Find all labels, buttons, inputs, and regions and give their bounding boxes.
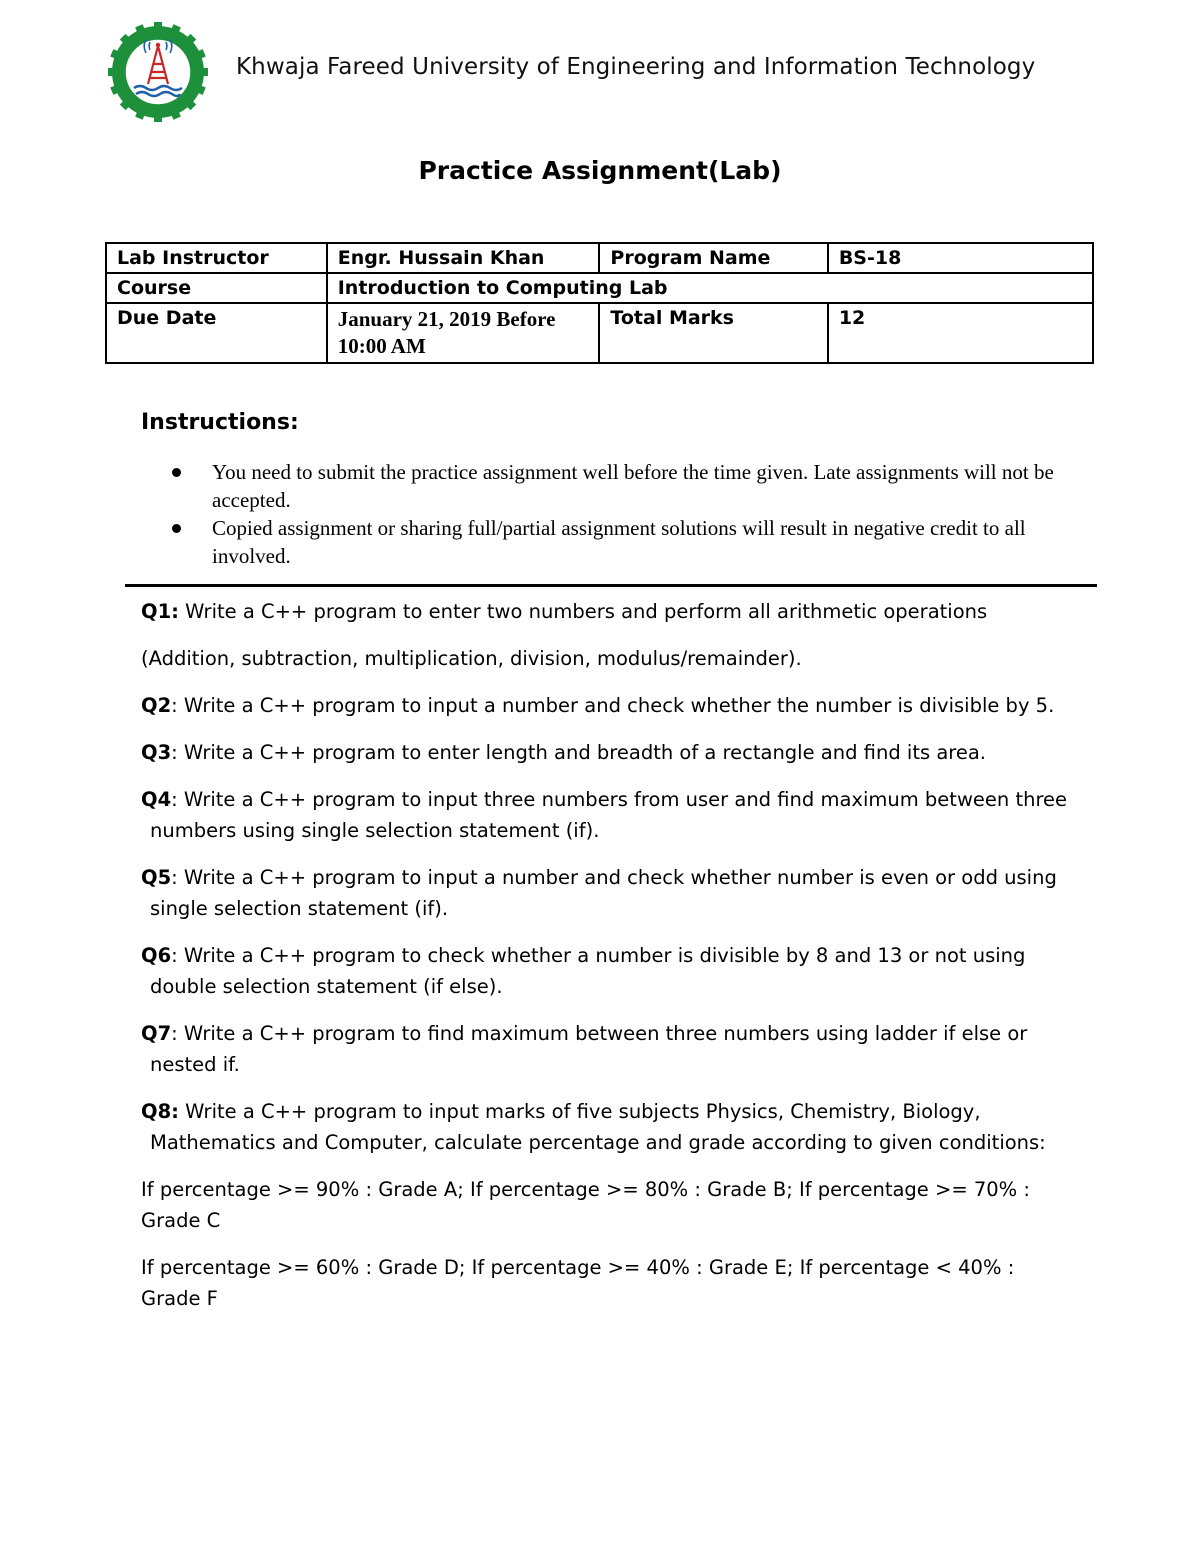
- question-label: Q3: [141, 741, 172, 764]
- question-5: [141, 862, 1071, 924]
- question-6: [141, 940, 1071, 1002]
- university-name: Khwaja Fareed University of Engineering and Information Technology: [236, 54, 1036, 80]
- grade-condition-line: If percentage >= 90% : Grade A; If percentage >= 80% : Grade B; If percentage >= 70% : Grade C: [141, 1178, 1030, 1232]
- course-value: Introduction to Computing Lab: [327, 273, 1093, 303]
- total-marks-value: 12: [828, 303, 1093, 363]
- question-8: [141, 1096, 1071, 1158]
- question-4: [141, 784, 1071, 846]
- table-row: [106, 243, 1093, 273]
- list-item: [172, 458, 1062, 514]
- question-1: [141, 596, 1071, 627]
- question-label: Q8:: [141, 1100, 179, 1123]
- table-row: [106, 273, 1093, 303]
- due-date-label: Due Date: [106, 303, 327, 363]
- question-text-continued: single selection statement (if).: [150, 897, 449, 920]
- question-label: Q2: [141, 694, 172, 717]
- question-text: : Write a C++ program to find maximum between three numbers using ladder if else or: [171, 1022, 1028, 1045]
- bullet-icon: [172, 468, 181, 477]
- question-text-continued: numbers using single selection statement (if).: [150, 819, 600, 842]
- program-name-label: Program Name: [599, 243, 827, 273]
- total-marks-label: Total Marks: [599, 303, 827, 363]
- program-name-value: BS-18: [828, 243, 1093, 273]
- question-text: : Write a C++ program to check whether a number is divisible by 8 and 13 or not using: [171, 944, 1026, 967]
- question-label: Q1:: [141, 600, 179, 623]
- question-text-continued: Mathematics and Computer, calculate percentage and grade according to given conditions:: [150, 1131, 1046, 1154]
- question-label: Q7: [141, 1022, 172, 1045]
- question-text: : Write a C++ program to input a number and check whether number is even or odd using: [171, 866, 1057, 889]
- university-seal-logo: [108, 22, 208, 122]
- lab-instructor-value: Engr. Hussain Khan: [327, 243, 600, 273]
- bullet-icon: [172, 524, 181, 533]
- horizontal-divider: [125, 584, 1097, 587]
- instruction-text: Copied assignment or sharing full/partial assignment solutions will result in negative credit to all involved.: [212, 516, 1026, 568]
- question-7: [141, 1018, 1071, 1080]
- instructions-list: [172, 458, 1062, 570]
- question-text: : Write a C++ program to enter length and breadth of a rectangle and find its area.: [171, 741, 987, 764]
- course-label: Course: [106, 273, 327, 303]
- lab-instructor-label: Lab Instructor: [106, 243, 327, 273]
- page-title: Practice Assignment(Lab): [418, 156, 782, 185]
- due-date-value: January 21, 2019 Before 10:00 AM: [327, 303, 600, 363]
- question-2: [141, 690, 1071, 721]
- list-item: [172, 514, 1062, 570]
- question-label: Q4: [141, 788, 172, 811]
- question-text: : Write a C++ program to input a number and check whether the number is divisible by 5.: [171, 694, 1055, 717]
- assignment-info-table: [105, 242, 1094, 364]
- grade-condition-line: If percentage >= 60% : Grade D; If percentage >= 40% : Grade E; If percentage < 40% : Grade F: [141, 1256, 1015, 1310]
- question-1-continuation: (Addition, subtraction, multiplication, division, modulus/remainder).: [141, 647, 802, 670]
- instruction-text: You need to submit the practice assignment well before the time given. Late assignments will not be accepted.: [212, 460, 1054, 512]
- question-text-continued: double selection statement (if else).: [150, 975, 503, 998]
- instructions-heading: Instructions:: [141, 410, 299, 435]
- question-text: Write a C++ program to input marks of five subjects Physics, Chemistry, Biology,: [178, 1100, 981, 1123]
- question-text-continued: nested if.: [150, 1053, 240, 1076]
- question-label: Q5: [141, 866, 172, 889]
- question-text: : Write a C++ program to input three numbers from user and find maximum between three: [171, 788, 1068, 811]
- question-label: Q6: [141, 944, 172, 967]
- question-text: Write a C++ program to enter two numbers and perform all arithmetic operations: [178, 600, 988, 623]
- question-3: [141, 737, 1071, 768]
- table-row: [106, 303, 1093, 363]
- questions-section: [141, 596, 1071, 1330]
